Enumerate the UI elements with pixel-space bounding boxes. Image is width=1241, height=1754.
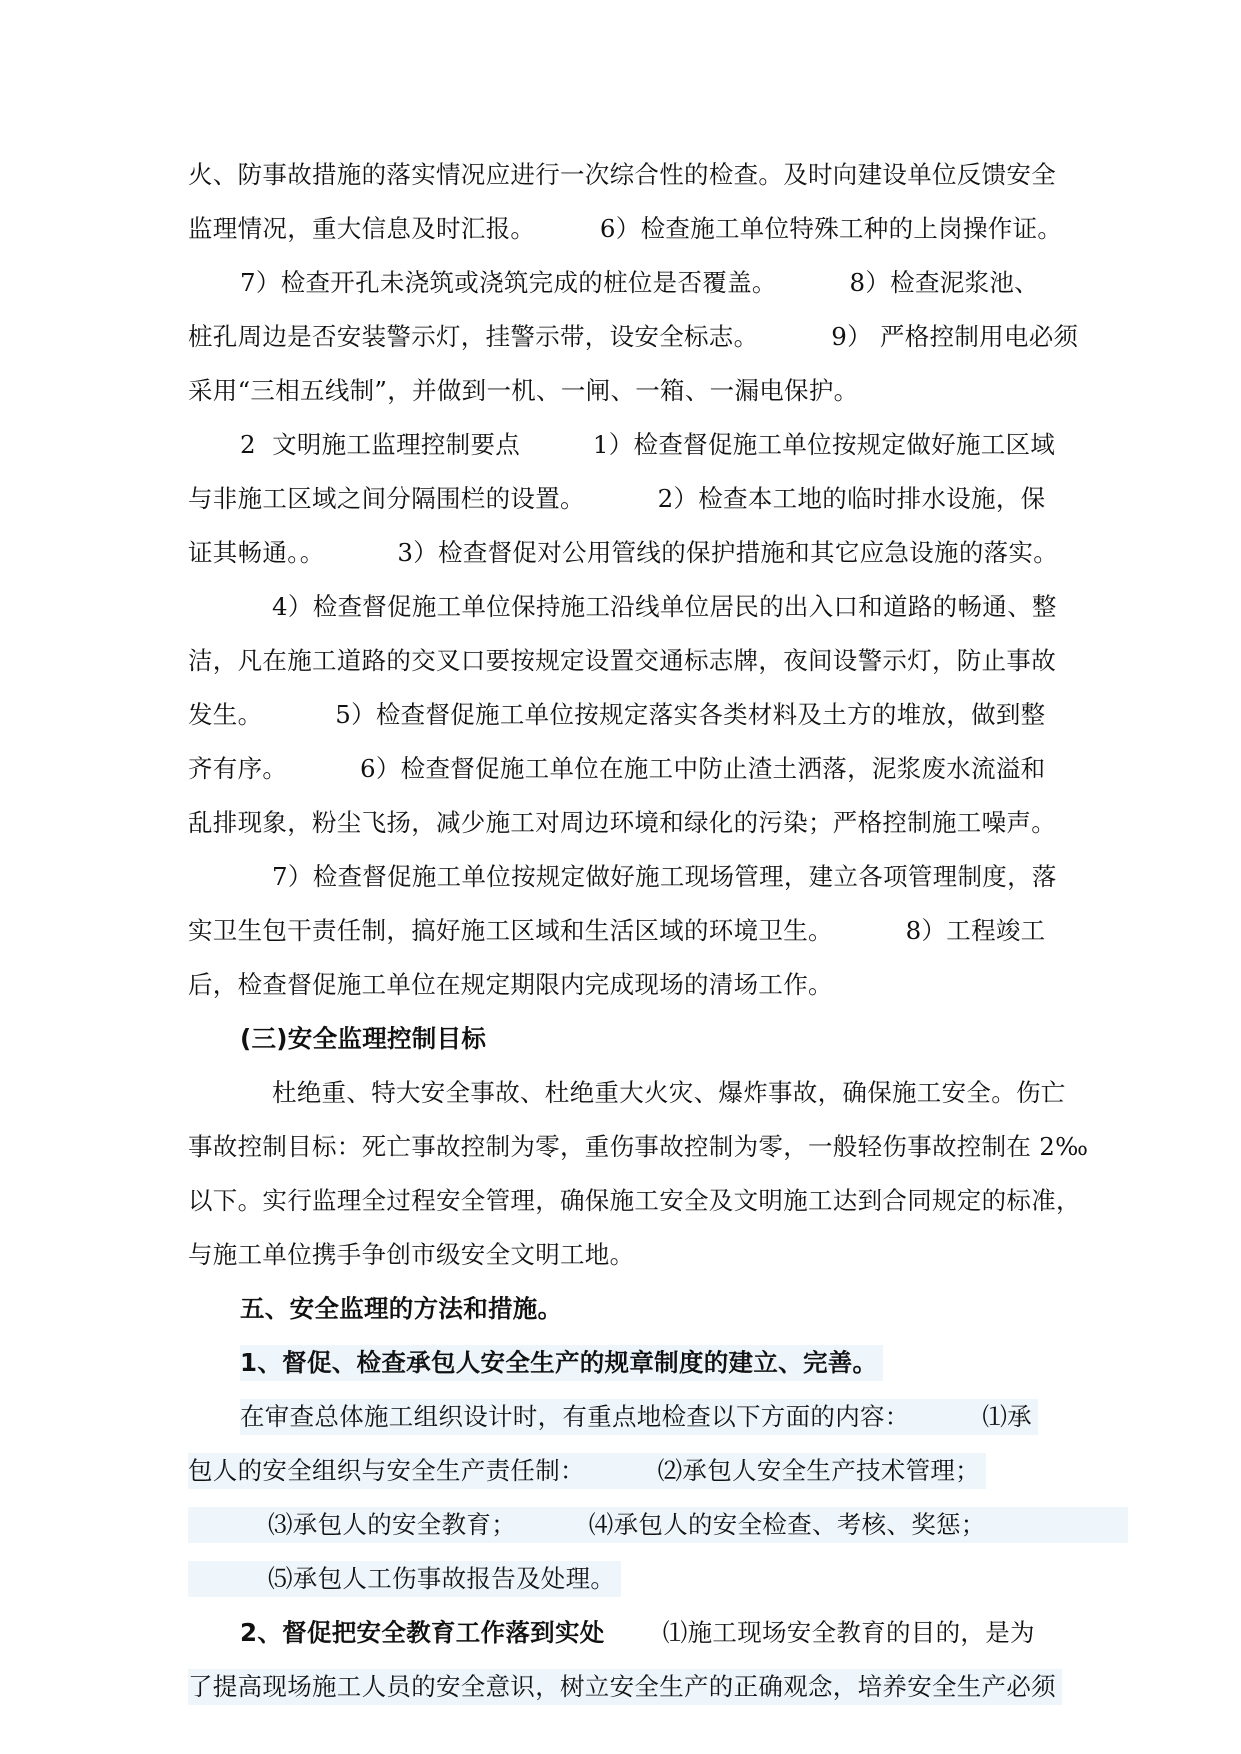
text-line: 在审查总体施工组织设计时，有重点地检查以下方面的内容： ⑴承 <box>240 1399 1038 1435</box>
subsection-heading: 1、督促、检查承包人安全生产的规章制度的建立、完善。 <box>240 1345 883 1381</box>
text-line: 包人的安全组织与安全生产责任制： ⑵承包人安全生产技术管理； <box>188 1453 986 1489</box>
text-line: 监理情况，重大信息及时汇报。 6）检查施工单位特殊工种的上岗操作证。 <box>188 214 1063 243</box>
text-line: 杜绝重、特大安全事故、杜绝重大火灾、爆炸事故，确保施工安全。伤亡 <box>272 1078 1066 1107</box>
text-line: 后，检查督促施工单位在规定期限内完成现场的清场工作。 <box>188 970 833 999</box>
text-line: ⑸承包人工伤事故报告及处理。 <box>188 1561 621 1597</box>
text-line: 4）检查督促施工单位保持施工沿线单位居民的出入口和道路的畅通、整 <box>272 592 1057 621</box>
text-line: 火、防事故措施的落实情况应进行一次综合性的检查。及时向建设单位反馈安全 <box>188 160 1056 189</box>
text-line: 与非施工区域之间分隔围栏的设置。 2）检查本工地的临时排水设施，保 <box>188 484 1046 513</box>
section-heading: (三)安全监理控制目标 <box>240 1024 487 1053</box>
text-line: 采用“三相五线制”，并做到一机、一闸、一箱、一漏电保护。 <box>188 376 859 405</box>
text-line: 乱排现象，粉尘飞扬，减少施工对周边环境和绿化的污染；严格控制施工噪声。 <box>188 808 1056 837</box>
text-line: 以下。实行监理全过程安全管理，确保施工安全及文明施工达到合同规定的标准， <box>188 1186 1081 1215</box>
text-line: 7）检查开孔未浇筑或浇筑完成的桩位是否覆盖。 8）检查泥浆池、 <box>240 268 1039 297</box>
text-line: 事故控制目标：死亡事故控制为零，重伤事故控制为零，一般轻伤事故控制在 2‰ <box>188 1132 1089 1161</box>
text-line: 齐有序。 6）检查督促施工单位在施工中防止渣土洒落，泥浆废水流溢和 <box>188 754 1046 783</box>
text-line: 洁，凡在施工道路的交叉口要按规定设置交通标志牌，夜间设警示灯，防止事故 <box>188 646 1056 675</box>
text-line: 桩孔周边是否安装警示灯，挂警示带，设安全标志。 9） 严格控制用电必须 <box>188 322 1079 351</box>
text-line: ⑴施工现场安全教育的目的，是为 <box>590 1618 1035 1647</box>
section-heading: 五、安全监理的方法和措施。 <box>240 1294 563 1323</box>
text-line: 2 文明施工监理控制要点 1）检查督促施工单位按规定做好施工区域 <box>240 430 1056 459</box>
text-line: 实卫生包干责任制，搞好施工区域和生活区域的环境卫生。 8）工程竣工 <box>188 916 1046 945</box>
text-line: 了提高现场施工人员的安全意识，树立安全生产的正确观念，培养安全生产必须 <box>188 1669 1062 1705</box>
text-line: ⑶承包人的安全教育； ⑷承包人的安全检查、考核、奖惩； <box>188 1507 1128 1543</box>
text-line: 7）检查督促施工单位按规定做好施工现场管理，建立各项管理制度，落 <box>272 862 1057 891</box>
text-line: 与施工单位携手争创市级安全文明工地。 <box>188 1240 635 1269</box>
text-line: 证其畅通。。 3）检查督促对公用管线的保护措施和其它应急设施的落实。 <box>188 538 1059 567</box>
subsection-heading: 2、督促把安全教育工作落到实处 <box>240 1618 605 1647</box>
text-line: 发生。 5）检查督促施工单位按规定落实各类材料及土方的堆放，做到整 <box>188 700 1046 729</box>
